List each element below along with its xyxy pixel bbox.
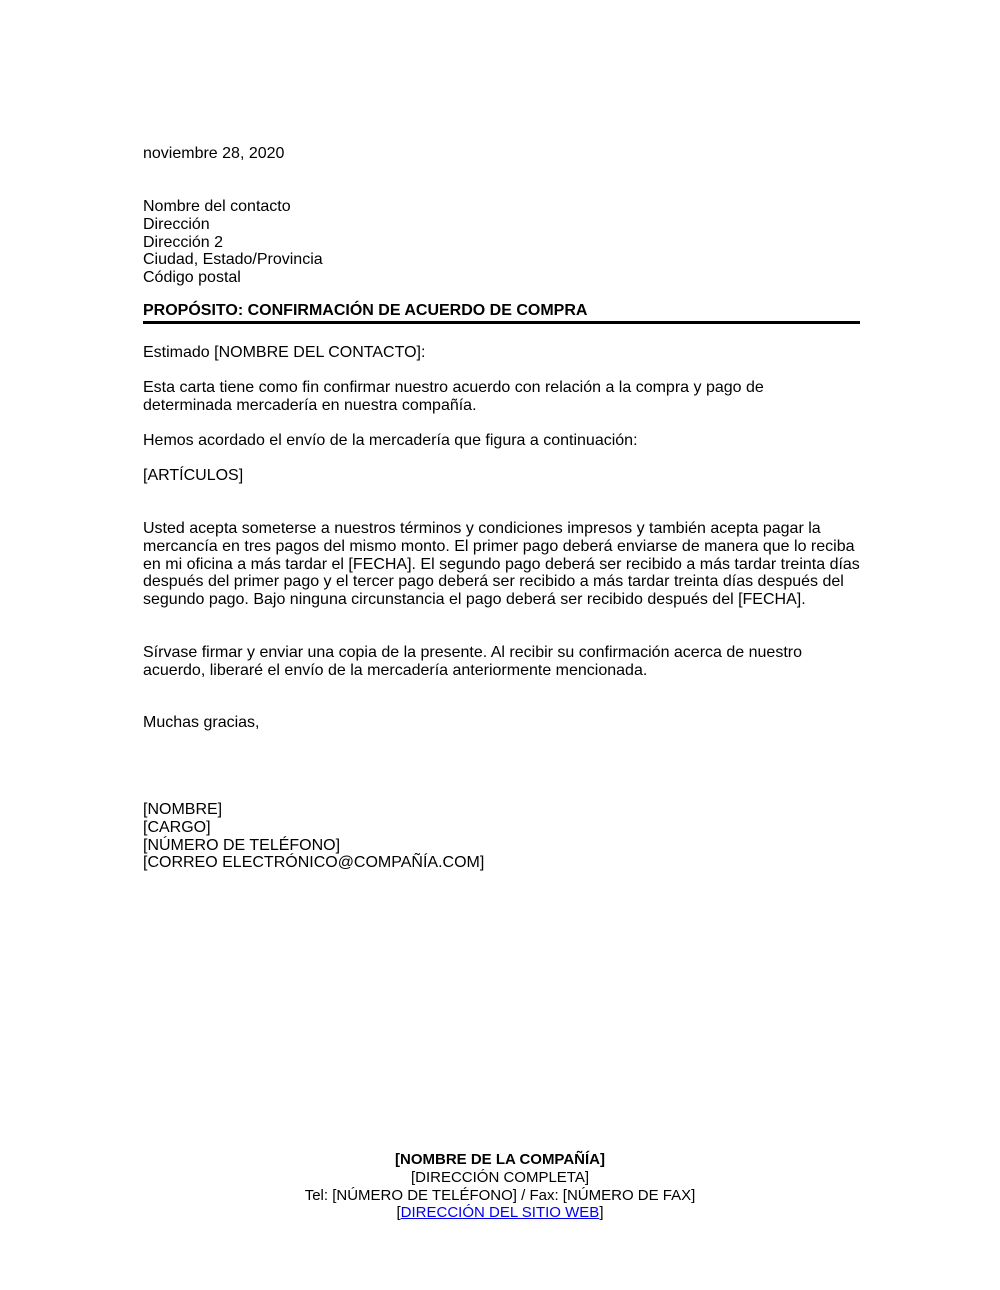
recipient-address-line-2: Dirección 2: [143, 233, 224, 251]
paragraph-text: Esta carta tiene como fin confirmar nuestro acuerdo con relación a la compra y pago de determinada mercadería en nuestra compañía.: [143, 379, 764, 414]
footer-website: [0, 1204, 1000, 1222]
footer-contact: Tel: [NÚMERO DE TELÉFONO] / Fax: [NÚMERO DE FAX]: [304, 1186, 696, 1204]
closing: [143, 714, 863, 732]
recipient-address: [143, 198, 863, 287]
signature-block: [143, 801, 863, 872]
signature-title: [CARGO]: [143, 818, 211, 836]
paragraph-payment-terms: [143, 520, 865, 609]
recipient-city-state: Ciudad, Estado/Provincia: [143, 251, 323, 269]
salutation-text: Estimado [NOMBRE DEL CONTACTO]:: [143, 344, 426, 361]
date-text: noviembre 28, 2020: [143, 145, 285, 162]
paragraph-text: Hemos acordado el envío de la mercadería que figura a continuación:: [143, 432, 638, 449]
recipient-address-line-1: Dirección: [143, 215, 210, 233]
footer-address: [DIRECCIÓN COMPLETA]: [410, 1168, 590, 1186]
subject-text: PROPÓSITO: CONFIRMACIÓN DE ACUERDO DE COMPRA: [143, 302, 588, 319]
letter-date: [143, 145, 863, 163]
letter-footer: [0, 1151, 1000, 1222]
paragraph-shipment: [143, 432, 863, 450]
paragraph-text: Sírvase firmar y enviar una copia de la presente. Al recibir su confirmación acerca de nuestro acuerdo, liberaré el envío de la mercadería anteriormente mencionada.: [143, 644, 802, 679]
closing-text: Muchas gracias,: [143, 714, 260, 731]
footer-company-name: [NOMBRE DE LA COMPAÑÍA]: [395, 1151, 605, 1168]
signature-phone: [NÚMERO DE TELÉFONO]: [143, 836, 341, 854]
signature-email: [CORREO ELECTRÓNICO@COMPAÑÍA.COM]: [143, 854, 485, 872]
website-close-bracket: ]: [599, 1204, 604, 1222]
items-placeholder: [143, 467, 863, 485]
paragraph-confirmation: [143, 644, 848, 680]
website-open-bracket: [: [396, 1204, 401, 1222]
subject-heading: [143, 302, 860, 324]
recipient-name: Nombre del contacto: [143, 198, 291, 215]
website-link[interactable]: DIRECCIÓN DEL SITIO WEB: [400, 1204, 600, 1222]
salutation: [143, 344, 863, 362]
signature-name: [NOMBRE]: [143, 801, 223, 818]
items-text: [ARTÍCULOS]: [143, 467, 244, 484]
paragraph-text: Usted acepta someterse a nuestros términos y condiciones impresos y también acepta pagar la mercancía en tres pagos del mismo monto. El primer pago deberá enviarse de manera que lo reciba en mi oficina a más tardar el [FECHA]. El segundo pago deberá ser recibido a más tardar treinta días después del primer pago y el tercer pago deberá ser recibido a más tardar treinta días después del segundo pago. Bajo ninguna circunstancia el pago deberá ser recibido después del [FECHA].: [143, 520, 860, 609]
recipient-postal-code: Código postal: [143, 269, 241, 287]
paragraph-intro: [143, 379, 843, 415]
